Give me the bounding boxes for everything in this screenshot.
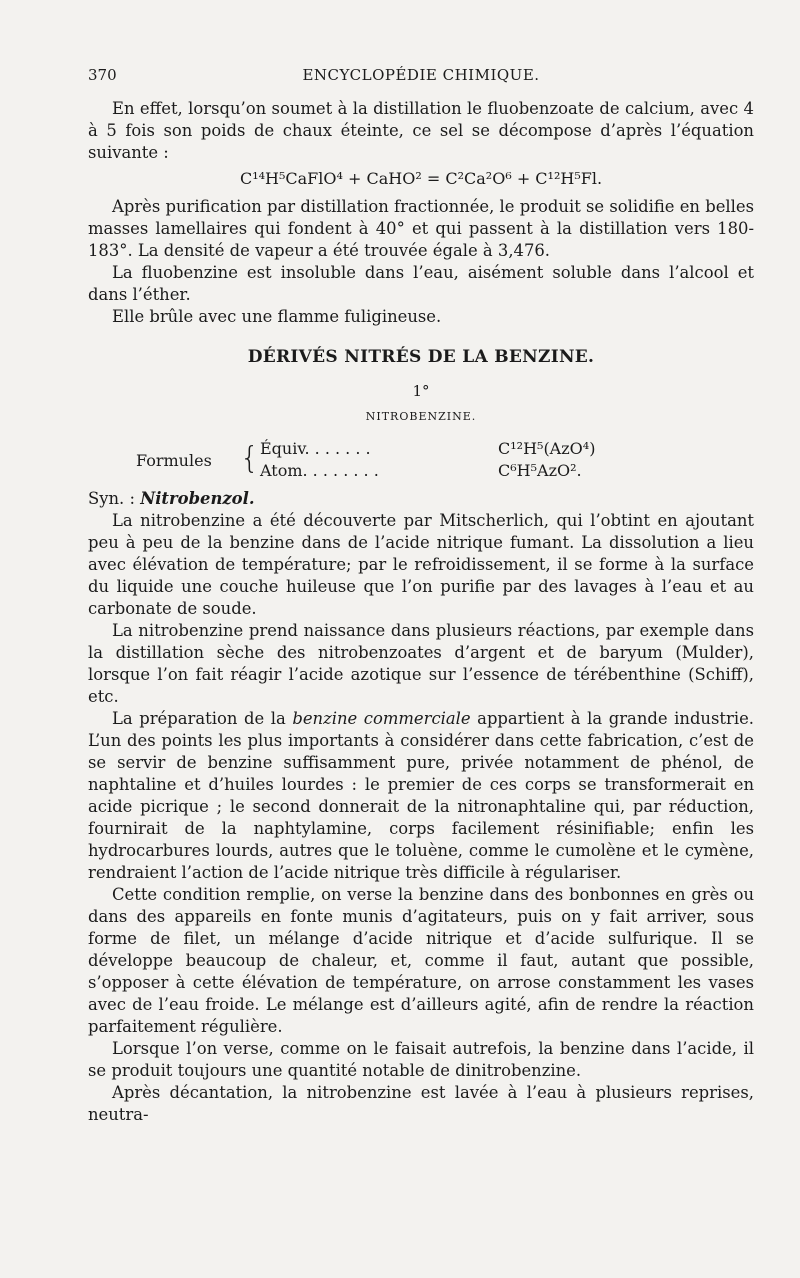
formula-equiv-label: Équiv. . . . . . . xyxy=(260,439,371,458)
page-number: 370 xyxy=(88,66,117,84)
page-body xyxy=(88,98,754,1126)
synonym-line xyxy=(88,488,754,510)
chemical-equation: C¹⁴H⁵CaFlO⁴ + CaHO² = C²Ca²O⁶ + C¹²H⁵Fl. xyxy=(239,169,603,188)
paragraph: La nitrobenzine prend naissance dans plusieurs réactions, par exemple dans la distillation sèche des nitrobenzoates d’argent et de baryum (Mulder), lorsque l’on fait réagir l’acide azotique sur l’essence de térébenthine (Schiff), etc. xyxy=(88,621,754,706)
emphasis-text: benzine commerciale xyxy=(292,709,471,728)
paragraph xyxy=(88,708,754,884)
formula-atom-label: Atom. . . . . . . . xyxy=(260,461,379,480)
paragraph: Elle brûle avec une flamme fuligineuse. xyxy=(112,307,442,326)
running-title: ENCYCLOPÉDIE CHIMIQUE. xyxy=(302,66,540,84)
section-heading: DÉRIVÉS NITRÉS DE LA BENZINE. xyxy=(247,347,595,367)
paragraph: En effet, lorsqu’on soumet à la distillation le fluobenzoate de calcium, avec 4 à 5 fois son poids de chaux éteinte, ce sel se décompose d’après l’équation suivante : xyxy=(88,99,754,162)
paragraph: La fluobenzine est insoluble dans l’eau, aisément soluble dans l’alcool et dans l’éther. xyxy=(88,263,754,304)
synonym-prefix: Syn. : xyxy=(88,489,135,508)
formula-label: Formules xyxy=(136,451,212,470)
formula-equiv: C¹²H⁵(AzO⁴) xyxy=(498,439,596,458)
subsection-title: NITROBENZINE. xyxy=(365,410,477,423)
formula-block xyxy=(88,438,754,484)
page-header xyxy=(88,66,754,90)
paragraph: Cette condition remplie, on verse la benzine dans des bonbonnes en grès ou dans des appareils en fonte munis d’agitateurs, puis on y fait arriver, sous forme de filet, un mélange d’acide nitrique et d’acide sulfurique. Il se développe beaucoup de chaleur, et, comme il faut, autant que possible, s’opposer à cette élévation de température, on arrose constamment les vases avec de l’eau froide. Le mélange est d’ailleurs agité, afin de rendre la réaction parfaitement régulière. xyxy=(88,885,754,1036)
paragraph: Lorsque l’on verse, comme on le faisait autrefois, la benzine dans l’acide, il se produit toujours une quantité notable de dinitrobenzine. xyxy=(88,1039,754,1080)
brace-icon: { xyxy=(240,441,260,476)
paragraph: Après purification par distillation fractionnée, le produit se solidifie en belles masses lamellaires qui fondent à 40° et qui passent à la distillation vers 180-183°. La densité de vapeur a été trouvée égale à 3,476. xyxy=(88,197,754,260)
synonym-name: Nitrobenzol. xyxy=(140,489,255,508)
text-run: appartient à la grande industrie. L’un des points les plus importants à considérer dans cette fabrication, c’est de se servir de benzine suffisamment pure, privée notamment de phénol, de naphtaline et d’huiles lourdes : le premier de ces corps se transformerait en acide picrique ; le second donnerait de la nitronaphtaline qui, par réduction, fournirait de la naphtylamine, corps facilement résinifiable; enfin les hydrocarbures lourds, autres que le toluène, comme le cumolène et le cymène, rendraient l’action de l’acide nitrique très difficile à régulariser. xyxy=(88,709,754,882)
text-run: La préparation de la xyxy=(112,709,286,728)
paragraph: Après décantation, la nitrobenzine est lavée à l’eau à plusieurs reprises, neutra- xyxy=(88,1083,754,1124)
formula-atom: C⁶H⁵AzO². xyxy=(498,461,582,480)
subsection-number: 1° xyxy=(412,382,430,400)
paragraph: La nitrobenzine a été découverte par Mitscherlich, qui l’obtint en ajoutant peu à peu de la benzine dans de l’acide nitrique fumant. La dissolution a lieu avec élévation de température; par le refroidissement, il se forme à la surface du liquide une couche huileuse que l’on purifie par des lavages à l’eau et au carbonate de soude. xyxy=(88,511,754,618)
